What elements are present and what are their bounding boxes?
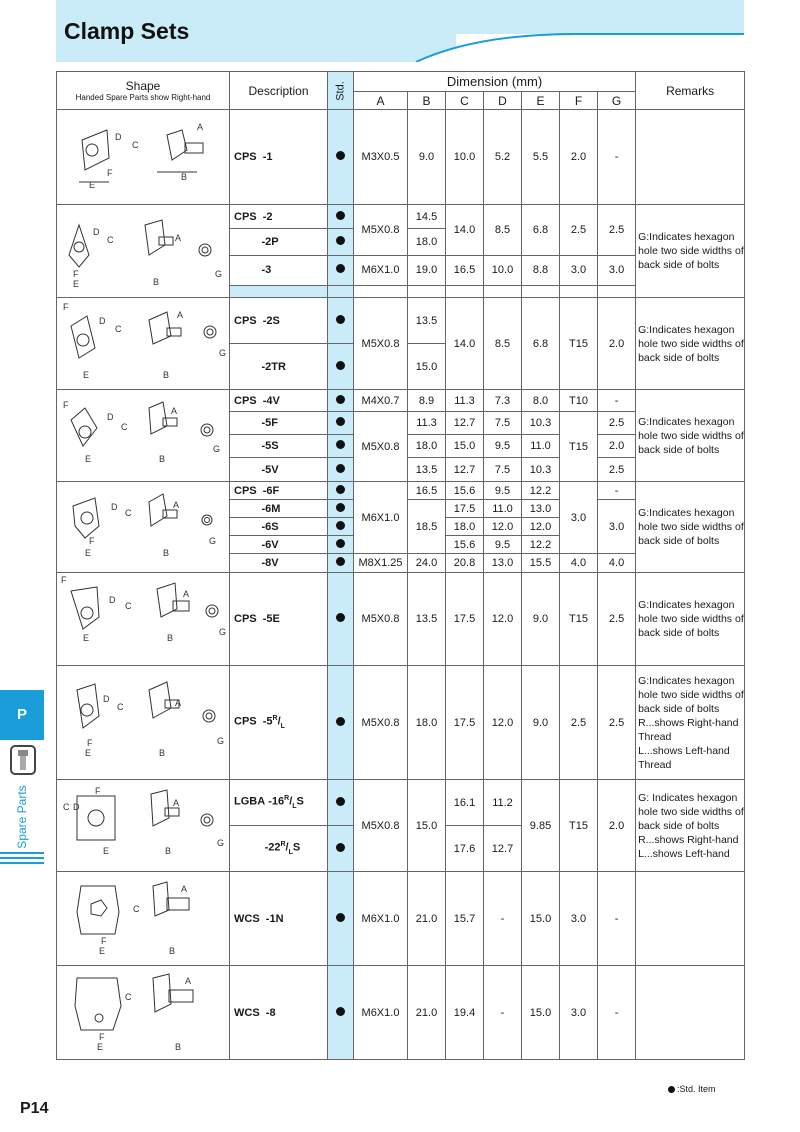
svg-text:B: B [159, 454, 166, 464]
cell-e: 6.8 [522, 298, 560, 390]
cell-f: 3.0 [560, 872, 598, 966]
std-mark [328, 412, 354, 435]
desc-cps-5s: -5S [230, 435, 328, 458]
std-mark [328, 255, 354, 285]
desc-cps-6s: -6S [230, 518, 328, 536]
shape-drawing [57, 872, 230, 966]
std-mark [328, 205, 354, 229]
shape-drawing [57, 666, 230, 780]
col-c: C [446, 92, 484, 110]
table-row [57, 872, 745, 966]
svg-text:E: E [89, 180, 96, 190]
cell-g: 3.0 [598, 500, 636, 554]
shape-drawing [57, 780, 230, 872]
desc-cps-6v: -6V [230, 536, 328, 554]
desc-cps-2p: -2P [230, 229, 328, 255]
remarks-cell [636, 966, 745, 1060]
std-mark [328, 344, 354, 390]
cell-e: 12.0 [522, 518, 560, 536]
cell-c: 18.0 [446, 518, 484, 536]
cell-e: 6.8 [522, 205, 560, 256]
cell-a: M3X0.5 [354, 110, 408, 205]
cell-f: T15 [560, 412, 598, 482]
svg-text:D: D [99, 316, 106, 326]
std-mark [328, 573, 354, 666]
svg-text:D: D [73, 802, 80, 812]
desc-cps-5e: CPS -5E [230, 573, 328, 666]
desc-wcs-8: WCS -8 [230, 966, 328, 1060]
cell-e: 11.0 [522, 435, 560, 458]
cell-f: 3.0 [560, 482, 598, 554]
cell-g: 2.0 [598, 435, 636, 458]
svg-text:G: G [219, 627, 227, 637]
cell-c: 14.0 [446, 205, 484, 256]
svg-text:G: G [217, 736, 225, 746]
cell-b: 18.0 [408, 229, 446, 255]
table-row [57, 966, 745, 1060]
remarks-cell: G:Indicates hexagon hole two side widths of back side of bolts R...shows Right-hand Thread L...shows Left-hand Thread [636, 666, 745, 780]
cell-a: M6X1.0 [354, 872, 408, 966]
svg-text:D: D [109, 595, 116, 605]
col-g: G [598, 92, 636, 110]
cell-d: 12.7 [484, 826, 522, 872]
svg-text:A: A [197, 122, 204, 132]
desc-cps-4v: CPS -4V [230, 390, 328, 412]
shape-drawing [57, 482, 230, 573]
svg-text:G: G [219, 348, 227, 358]
cell-d: - [484, 872, 522, 966]
remarks-cell [636, 872, 745, 966]
std-mark [328, 435, 354, 458]
cell-g: - [598, 482, 636, 500]
cell-a: M5X0.8 [354, 412, 408, 482]
svg-text:B: B [159, 748, 166, 758]
cell-b: 16.5 [408, 482, 446, 500]
col-f: F [560, 92, 598, 110]
table-row [57, 298, 745, 344]
svg-text:D: D [93, 227, 100, 237]
cell-c: 12.7 [446, 458, 484, 482]
cell-e: 10.3 [522, 458, 560, 482]
shape-drawing [57, 298, 230, 390]
cell-d: 12.0 [484, 573, 522, 666]
std-mark [328, 872, 354, 966]
cell-b: 11.3 [408, 412, 446, 435]
svg-text:F: F [107, 168, 113, 178]
shape-drawing [57, 966, 230, 1060]
cell-b: 13.5 [408, 573, 446, 666]
cell-g: - [598, 110, 636, 205]
cell-f: 3.0 [560, 255, 598, 285]
svg-text:E: E [83, 370, 90, 380]
cell-d: 7.5 [484, 458, 522, 482]
cell-b: 9.0 [408, 110, 446, 205]
cell-d: 9.5 [484, 536, 522, 554]
col-e: E [522, 92, 560, 110]
cell-e: 9.0 [522, 666, 560, 780]
cell-e: 9.85 [522, 780, 560, 872]
cell-c: 15.0 [446, 435, 484, 458]
cell-c: 11.3 [446, 390, 484, 412]
svg-text:E: E [85, 748, 92, 758]
desc-cps-2s: CPS -2S [230, 298, 328, 344]
cell-d: 7.3 [484, 390, 522, 412]
remarks-cell: G:Indicates hexagon hole two side widths of back side of bolts [636, 298, 745, 390]
svg-text:F: F [89, 536, 95, 546]
svg-text:A: A [173, 798, 180, 808]
cell-d: 7.5 [484, 412, 522, 435]
cell-d: 13.0 [484, 554, 522, 573]
dimension-header: Dimension (mm) [354, 72, 636, 92]
svg-text:A: A [181, 884, 188, 894]
cell-a: M6X1.0 [354, 966, 408, 1060]
cell-e: 12.2 [522, 536, 560, 554]
svg-text:A: A [173, 500, 180, 510]
svg-text:F: F [87, 738, 93, 748]
svg-text:D: D [111, 502, 118, 512]
svg-text:C: C [117, 702, 124, 712]
remarks-header: Remarks [636, 72, 745, 110]
cell-b: 15.0 [408, 780, 446, 872]
col-b: B [408, 92, 446, 110]
std-mark [328, 966, 354, 1060]
svg-text:A: A [175, 233, 182, 243]
cell-g: 2.5 [598, 412, 636, 435]
description-header: Description [230, 72, 328, 110]
cell-a: M5X0.8 [354, 205, 408, 256]
std-mark [328, 110, 354, 205]
svg-text:C: C [107, 235, 114, 245]
screw-icon [10, 745, 36, 775]
cell-d: 9.5 [484, 435, 522, 458]
svg-text:E: E [85, 548, 92, 558]
cell-e: 12.2 [522, 482, 560, 500]
cell-d: 9.5 [484, 482, 522, 500]
cell-f: T15 [560, 780, 598, 872]
svg-text:B: B [163, 370, 170, 380]
table-row [57, 573, 745, 666]
cell-f: 2.5 [560, 666, 598, 780]
cell-a: M8X1.25 [354, 554, 408, 573]
svg-text:C: C [115, 324, 122, 334]
shape-drawing [57, 390, 230, 482]
cell-c: 15.6 [446, 482, 484, 500]
cell-g: - [598, 390, 636, 412]
cell-c: 12.7 [446, 412, 484, 435]
cell-a: M4X0.7 [354, 390, 408, 412]
svg-text:B: B [167, 633, 174, 643]
svg-text:G: G [209, 536, 217, 546]
svg-text:B: B [175, 1042, 182, 1052]
table-row [57, 666, 745, 780]
std-mark [328, 518, 354, 536]
cell-g: 3.0 [598, 255, 636, 285]
cell-c: 17.5 [446, 666, 484, 780]
svg-text:F: F [73, 269, 79, 279]
table-row [57, 205, 745, 229]
remarks-cell: G: Indicates hexagon hole two side widths of back side of bolts R...shows Right-hand L...shows Left-hand [636, 780, 745, 872]
page-header [56, 0, 744, 62]
remarks-cell: G:Indicates hexagon hole two side widths of back side of bolts [636, 205, 745, 298]
cell-c: 17.5 [446, 573, 484, 666]
cell-d: 5.2 [484, 110, 522, 205]
svg-text:C: C [63, 802, 70, 812]
std-mark [328, 482, 354, 500]
svg-text:C: C [132, 140, 139, 150]
cell-c: 15.6 [446, 536, 484, 554]
cell-d: 11.2 [484, 780, 522, 826]
cell-b: 24.0 [408, 554, 446, 573]
svg-text:A: A [171, 406, 178, 416]
cell-c: 17.5 [446, 500, 484, 518]
svg-text:C: C [133, 904, 140, 914]
desc-wcs-1n: WCS -1N [230, 872, 328, 966]
clamp-sets-table [56, 71, 744, 1060]
svg-text:D: D [103, 694, 110, 704]
svg-text:B: B [169, 946, 176, 956]
table-row [57, 780, 745, 826]
desc-cps-2tr: -2TR [230, 344, 328, 390]
svg-text:B: B [165, 846, 172, 856]
side-label: Spare Parts [15, 785, 29, 849]
cell-g: 2.0 [598, 298, 636, 390]
shape-drawing [57, 110, 230, 205]
std-item-legend: :Std. Item [668, 1084, 716, 1094]
cell-a: M5X0.8 [354, 666, 408, 780]
cell-g: - [598, 966, 636, 1060]
svg-text:C: C [125, 601, 132, 611]
cell-e: 5.5 [522, 110, 560, 205]
svg-text:A: A [175, 698, 182, 708]
std-mark [328, 458, 354, 482]
svg-text:C: C [121, 422, 128, 432]
cell-c: 17.6 [446, 826, 484, 872]
section-tab[interactable]: P [0, 690, 44, 740]
cell-a: M5X0.8 [354, 573, 408, 666]
svg-text:F: F [61, 575, 67, 585]
std-mark [328, 298, 354, 344]
cell-g: - [598, 872, 636, 966]
desc-cps-5rl: CPS $-5^R/_L$ [230, 666, 328, 780]
svg-text:B: B [181, 172, 188, 182]
svg-text:G: G [215, 269, 223, 279]
svg-text:F: F [95, 786, 101, 796]
svg-text:E: E [73, 279, 80, 289]
cell-e: 8.8 [522, 255, 560, 285]
svg-text:A: A [185, 976, 192, 986]
table-row [57, 390, 745, 412]
cell-d: 11.0 [484, 500, 522, 518]
shape-header: Shape Handed Spare Parts show Right-hand [57, 72, 230, 110]
cell-d: 12.0 [484, 518, 522, 536]
remarks-cell: G:Indicates hexagon hole two side widths of back side of bolts [636, 390, 745, 482]
desc-cps-8v: -8V [230, 554, 328, 573]
svg-text:F: F [63, 400, 69, 410]
svg-text:A: A [177, 310, 184, 320]
cell-e: 10.3 [522, 412, 560, 435]
svg-text:G: G [217, 838, 225, 848]
cell-e: 13.0 [522, 500, 560, 518]
table-row [57, 110, 745, 205]
svg-text:C: C [125, 508, 132, 518]
cell-e: 15.0 [522, 872, 560, 966]
cell-b: 14.5 [408, 205, 446, 229]
svg-text:B: B [163, 548, 170, 558]
svg-text:D: D [115, 132, 122, 142]
cell-c: 16.5 [446, 255, 484, 285]
cell-c: 19.4 [446, 966, 484, 1060]
remarks-cell [636, 110, 745, 205]
svg-text:G: G [213, 444, 221, 454]
svg-text:F: F [63, 302, 69, 312]
cell-a: M5X0.8 [354, 298, 408, 390]
table-row [57, 482, 745, 500]
cell-f: 3.0 [560, 966, 598, 1060]
desc-cps-1: CPS -1 [230, 110, 328, 205]
cell-g: 2.5 [598, 666, 636, 780]
cell-b: 8.9 [408, 390, 446, 412]
cell-g: 2.0 [598, 780, 636, 872]
std-header: Std. [328, 72, 354, 110]
cell-f: 2.5 [560, 205, 598, 256]
desc-cps-6m: -6M [230, 500, 328, 518]
desc-cps-5f: -5F [230, 412, 328, 435]
std-mark [328, 229, 354, 255]
cell-b: 13.5 [408, 458, 446, 482]
desc-cps-6f: CPS -6F [230, 482, 328, 500]
svg-text:F: F [99, 1032, 105, 1042]
cell-e: 8.0 [522, 390, 560, 412]
cell-c: 20.8 [446, 554, 484, 573]
svg-text:D: D [107, 412, 114, 422]
cell-f: 4.0 [560, 554, 598, 573]
svg-text:C: C [125, 992, 132, 1002]
cell-e: 15.5 [522, 554, 560, 573]
cell-d: - [484, 966, 522, 1060]
cell-g: 2.5 [598, 458, 636, 482]
cell-g: 4.0 [598, 554, 636, 573]
cell-a: M6X1.0 [354, 482, 408, 554]
cell-c: 15.7 [446, 872, 484, 966]
svg-text:E: E [83, 633, 90, 643]
desc-lgba-16: LGBA $-16^R/_LS$ [230, 780, 328, 826]
std-mark [328, 826, 354, 872]
cell-c: 10.0 [446, 110, 484, 205]
cell-b: 19.0 [408, 255, 446, 285]
remarks-cell: G:Indicates hexagon hole two side widths of back side of bolts [636, 482, 745, 573]
shape-drawing [57, 573, 230, 666]
std-dot-icon [668, 1086, 675, 1093]
std-mark [328, 536, 354, 554]
shape-drawing [57, 205, 230, 298]
std-mark [328, 780, 354, 826]
svg-text:E: E [103, 846, 110, 856]
cell-d: 12.0 [484, 666, 522, 780]
cell-f: T15 [560, 573, 598, 666]
cell-f: 2.0 [560, 110, 598, 205]
desc-cps-3: -3 [230, 255, 328, 285]
std-mark [328, 554, 354, 573]
svg-text:E: E [99, 946, 106, 956]
desc-cps-2: CPS -2 [230, 205, 328, 229]
cell-d: 8.5 [484, 298, 522, 390]
remarks-cell: G:Indicates hexagon hole two side widths of back side of bolts [636, 573, 745, 666]
std-mark [328, 500, 354, 518]
cell-g: 2.5 [598, 573, 636, 666]
svg-text:B: B [153, 277, 160, 287]
cell-f: T10 [560, 390, 598, 412]
cell-c: 14.0 [446, 298, 484, 390]
cell-b: 15.0 [408, 344, 446, 390]
col-d: D [484, 92, 522, 110]
cell-g: 2.5 [598, 205, 636, 256]
page-title: Clamp Sets [64, 18, 190, 44]
cell-a: M5X0.8 [354, 780, 408, 872]
cell-e: 9.0 [522, 573, 560, 666]
cell-b: 18.0 [408, 666, 446, 780]
svg-text:A: A [183, 589, 190, 599]
cell-d: 10.0 [484, 255, 522, 285]
cell-b: 21.0 [408, 966, 446, 1060]
col-a: A [354, 92, 408, 110]
cell-b: 18.5 [408, 500, 446, 554]
cell-a: M6X1.0 [354, 255, 408, 285]
desc-lgba-22: $-22^R/_LS$ [230, 826, 328, 872]
svg-text:E: E [97, 1042, 104, 1052]
cell-d: 8.5 [484, 205, 522, 256]
cell-b: 13.5 [408, 298, 446, 344]
cell-f: T15 [560, 298, 598, 390]
side-stripes [0, 852, 44, 867]
cell-c: 16.1 [446, 780, 484, 826]
std-mark [328, 666, 354, 780]
svg-text:F: F [101, 936, 107, 946]
cell-b: 18.0 [408, 435, 446, 458]
page-number: P14 [20, 1100, 49, 1117]
svg-text:E: E [85, 454, 92, 464]
desc-cps-5v: -5V [230, 458, 328, 482]
cell-e: 15.0 [522, 966, 560, 1060]
std-mark [328, 390, 354, 412]
cell-b: 21.0 [408, 872, 446, 966]
